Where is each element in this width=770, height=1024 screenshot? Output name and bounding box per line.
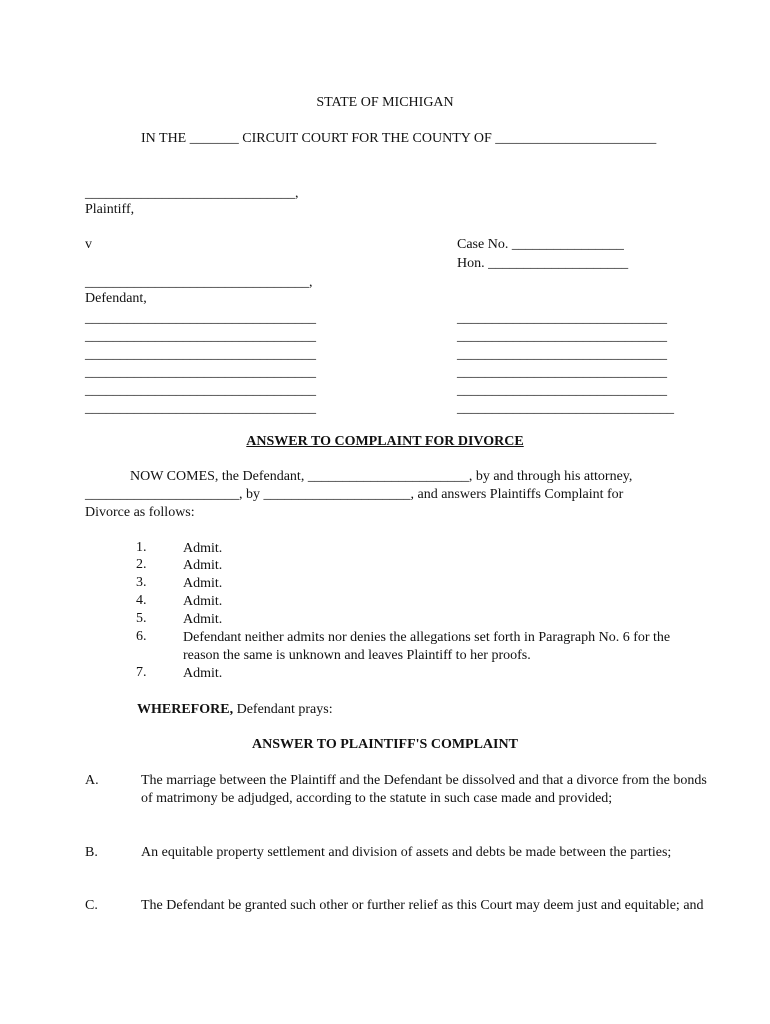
attorney-line-right: _______________________________ bbox=[457, 401, 674, 416]
answer-text: Defendant neither admits nor denies the allegations set forth in Paragraph No. 6 for the reason the same is unknown and leaves Plaintiff to her proofs. bbox=[183, 630, 671, 663]
wherefore-line bbox=[137, 701, 333, 719]
judge-name: Hon. ____________________ bbox=[457, 256, 629, 271]
plaintiff-label: Plaintiff, bbox=[85, 202, 135, 217]
defendant-name-blank: ________________________________, bbox=[85, 275, 313, 290]
attorney-line-left: _________________________________ bbox=[85, 311, 316, 326]
wherefore-bold: WHEREFORE, bbox=[137, 702, 234, 717]
attorney-line-right: ______________________________ bbox=[457, 329, 667, 344]
answer-number: 4. bbox=[136, 593, 147, 608]
defendant-label: Defendant, bbox=[85, 291, 147, 306]
answer-number: 7. bbox=[136, 665, 147, 680]
attorney-line-left: _________________________________ bbox=[85, 329, 316, 344]
versus-label: v bbox=[85, 237, 92, 252]
attorney-line-left: _________________________________ bbox=[85, 365, 316, 380]
answer-text: Admit. bbox=[183, 558, 223, 573]
section-subtitle: ANSWER TO PLAINTIFF'S COMPLAINT bbox=[252, 737, 518, 752]
attorney-line-left: _________________________________ bbox=[85, 383, 316, 398]
prayer-letter: A. bbox=[85, 773, 99, 788]
court-line: IN THE _______ CIRCUIT COURT FOR THE COUNTY OF _______________________ bbox=[141, 131, 657, 146]
state-heading: STATE OF MICHIGAN bbox=[316, 95, 454, 110]
intro-line-1: NOW COMES, the Defendant, _______________________, by and through his attorney, bbox=[130, 469, 633, 484]
answer-number: 2. bbox=[136, 557, 147, 572]
attorney-line-right: ______________________________ bbox=[457, 365, 667, 380]
wherefore-rest: Defendant prays: bbox=[233, 702, 333, 717]
prayer-text: The marriage between the Plaintiff and the Defendant be dissolved and that a divorce from the bonds of matrimony be adjudged, according to the statute in such case made and provided; bbox=[141, 773, 707, 806]
plaintiff-name-blank: ______________________________, bbox=[85, 186, 299, 201]
answer-text: Admit. bbox=[183, 576, 223, 591]
answer-number: 3. bbox=[136, 575, 147, 590]
answer-text: Admit. bbox=[183, 612, 223, 627]
attorney-line-left: _________________________________ bbox=[85, 401, 316, 416]
answer-number: 5. bbox=[136, 611, 147, 626]
answer-text: Admit. bbox=[183, 666, 223, 681]
prayer-text: The Defendant be granted such other or further relief as this Court may deem just and equitable; and bbox=[141, 898, 704, 913]
prayer-letter: B. bbox=[85, 845, 98, 860]
intro-line-2: ______________________, by _____________________, and answers Plaintiffs Complaint for bbox=[85, 487, 624, 502]
attorney-line-right: ______________________________ bbox=[457, 311, 667, 326]
answer-number: 6. bbox=[136, 629, 147, 644]
prayer-letter: C. bbox=[85, 898, 98, 913]
answer-text: Admit. bbox=[183, 541, 223, 556]
attorney-line-left: _________________________________ bbox=[85, 347, 316, 362]
document-title: ANSWER TO COMPLAINT FOR DIVORCE bbox=[246, 434, 524, 449]
answer-number: 1. bbox=[136, 540, 147, 555]
attorney-line-right: ______________________________ bbox=[457, 383, 667, 398]
prayer-text: An equitable property settlement and division of assets and debts be made between the parties; bbox=[141, 845, 672, 860]
attorney-line-right: ______________________________ bbox=[457, 347, 667, 362]
case-number: Case No. ________________ bbox=[457, 237, 624, 252]
answer-text: Admit. bbox=[183, 594, 223, 609]
intro-line-3: Divorce as follows: bbox=[85, 505, 195, 520]
